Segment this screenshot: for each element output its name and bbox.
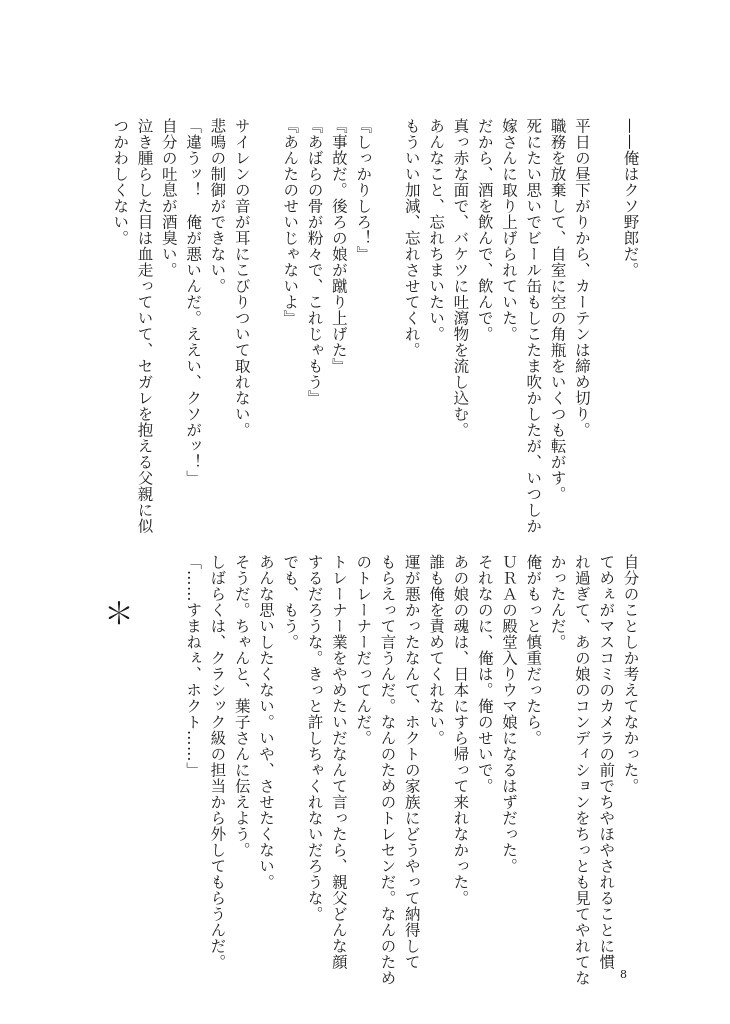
text-line: れ過ぎて、あの娘のコンディションをちっとも見てやれてな <box>572 554 591 986</box>
text-line: 運が悪かったなんて、ホクトの家族にどうやって納得して <box>402 554 421 970</box>
text-line: つかわしくない。 <box>111 118 130 246</box>
text-line: 自分のことしか考えてなかった。 <box>621 554 640 794</box>
text-line: 誰も俺を責めてくれない。 <box>427 554 446 746</box>
scene-break-asterisk: ＊ <box>104 597 134 632</box>
text-line: あの娘の魂は、日本にすら帰って来れなかった。 <box>451 554 470 906</box>
text-line: 俺がもっと慎重だったら。 <box>524 554 543 746</box>
text-line: 『あんたのせいじゃないよ』 <box>281 118 300 326</box>
text-line: 悲鳴の制御ができない。 <box>208 118 227 294</box>
text-line: あんな思いしたくない。いや、させたくない。 <box>257 554 275 890</box>
text-line: もらえって言うんだ。なんのためのトレセンだ。なんのため <box>378 554 397 986</box>
text-line: トレーナー業をやめたいだなんて言ったら、親父どんな顔 <box>329 554 348 970</box>
text-line: てめぇがマスコミのカメラの前でちやほやされることに慣 <box>597 554 616 970</box>
text-line: 嫁さんに取り上げられていた。 <box>500 118 518 342</box>
text-line: のトレーナーだってんだ。 <box>354 554 373 746</box>
text-line: ——俺はクソ野郎だ。 <box>621 118 640 278</box>
text-line: しばらくは、クラシック級の担当から外してもらうんだ。 <box>208 554 227 970</box>
text-line: 「……すまねぇ、ホクト……」 <box>184 554 203 778</box>
text-line: 「違うッ！ 俺が悪いんだ。ええい、クソがッ！」 <box>184 118 203 486</box>
page-number: 8 <box>620 968 627 981</box>
text-line: でも、もう。 <box>281 554 300 650</box>
text-line: 職務を放棄して、自室に空の角瓶をいくつも転がす。 <box>548 118 567 502</box>
text-line: 『しっかりしろ！』 <box>354 118 373 262</box>
text-line: かったんだ。 <box>548 554 567 650</box>
text-line: サイレンの音が耳にこびりついて取れない。 <box>232 118 251 438</box>
text-line: ＵＲＡの殿堂入りウマ娘になるはずだった。 <box>500 554 518 874</box>
text-line: もういい加減、忘れさせてくれ。 <box>402 118 421 358</box>
text-line: それなのに、俺は。俺のせいで。 <box>475 554 494 794</box>
text-line: そうだ。ちゃんと、葉子さんに伝えよう。 <box>232 554 251 858</box>
text-line: 自分の吐息が酒臭い。 <box>159 118 178 278</box>
text-line: 泣き腫らした目は血走っていて、セガレを抱える父親に似 <box>135 118 154 534</box>
text-line: 『事故だ。後ろの娘が蹴り上げた』 <box>329 118 348 374</box>
text-line: 真っ赤な面で、バケツに吐瀉物を流し込む。 <box>451 118 470 438</box>
text-line: あんなこと、忘れちまいたい。 <box>427 118 446 342</box>
text-line: だから、酒を飲んで、飲んで。 <box>475 118 494 342</box>
text-line: 死にたい思いでビール缶もしこたま吹かしたが、いつしか <box>524 118 543 534</box>
text-line: するだろうな。きっと許しちゃくれないだろうな。 <box>305 554 324 922</box>
text-line: 『あばらの骨が粉々で、これじゃもう』 <box>305 118 324 406</box>
text-line: 平日の昼下がりから、カーテンは締め切り。 <box>572 118 591 438</box>
